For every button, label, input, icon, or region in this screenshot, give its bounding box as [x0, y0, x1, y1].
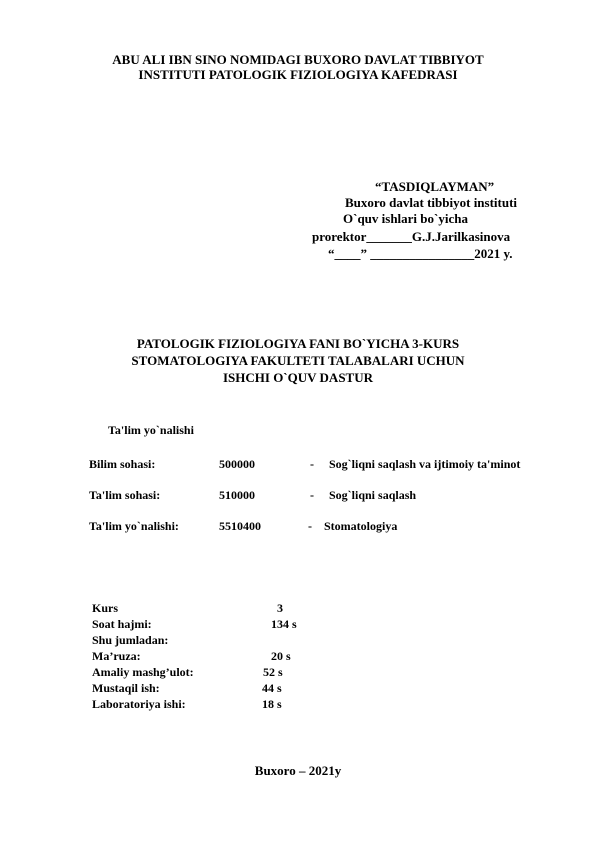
classification-dash: -: [310, 488, 314, 502]
stat-value: 134 s: [271, 617, 297, 631]
stat-value: 44 s: [262, 681, 282, 695]
classification-name: Stomatologiya: [324, 519, 398, 533]
stat-value: 20 s: [271, 649, 291, 663]
classification-name: Sog`liqni saqlash va ijtimoiy ta'minot: [329, 457, 521, 471]
stat-label: Shu jumladan:: [92, 633, 169, 647]
stat-label: Amaliy mashg’ulot:: [92, 665, 194, 679]
classification-dash: -: [310, 457, 314, 471]
classification-code: 5510400: [219, 519, 261, 533]
program-title: [0, 335, 596, 386]
approval-line-3: prorektor_______G.J.Jarilkasinova: [312, 229, 511, 244]
stat-label: Mustaqil ish:: [92, 681, 160, 695]
classification-name: Sog`liqni saqlash: [329, 488, 417, 502]
approval-line-1: Buxoro davlat tibbiyot instituti: [345, 195, 518, 210]
classification-label: Ta'lim yo`nalishi:: [89, 519, 179, 533]
stat-label: Kurs: [92, 601, 119, 615]
stat-label: Soat hajmi:: [92, 617, 152, 631]
classification-dash: -: [308, 519, 312, 533]
title-line-1: PATOLOGIK FIZIOLOGIYA FANI BO`YICHA 3-KURS: [136, 336, 460, 351]
title-line-3: ISHCHI O`QUV DASTUR: [222, 370, 373, 385]
institution-header: [0, 52, 596, 82]
classification-code: 510000: [219, 488, 255, 502]
stat-value: 18 s: [262, 697, 282, 711]
place-date-footer: Buxoro – 2021y: [254, 763, 342, 778]
direction-heading: Ta'lim yo`nalishi: [108, 423, 194, 437]
stat-label: Ma’ruza:: [92, 649, 141, 663]
stat-value: 3: [277, 601, 283, 615]
classification-label: Bilim sohasi:: [89, 457, 156, 471]
stat-label: Laboratoriya ishi:: [92, 697, 186, 711]
title-line-2: STOMATOLOGIYA FAKULTETI TALABALARI UCHUN: [131, 353, 465, 368]
approval-line-2: O`quv ishlari bo`yicha: [343, 211, 468, 226]
classification-code: 500000: [219, 457, 255, 471]
approval-line-4: “____” ________________2021 y.: [328, 246, 513, 261]
header-line-1: ABU ALI IBN SINO NOMIDAGI BUXORO DAVLAT TIBBIYOT: [112, 52, 484, 67]
stat-value: 52 s: [263, 665, 283, 679]
header-line-2: INSTITUTI PATOLOGIK FIZIOLOGIYA KAFEDRASI: [138, 67, 458, 82]
approval-title: “TASDIQLAYMAN”: [375, 179, 495, 194]
classification-label: Ta'lim sohasi:: [89, 488, 161, 502]
